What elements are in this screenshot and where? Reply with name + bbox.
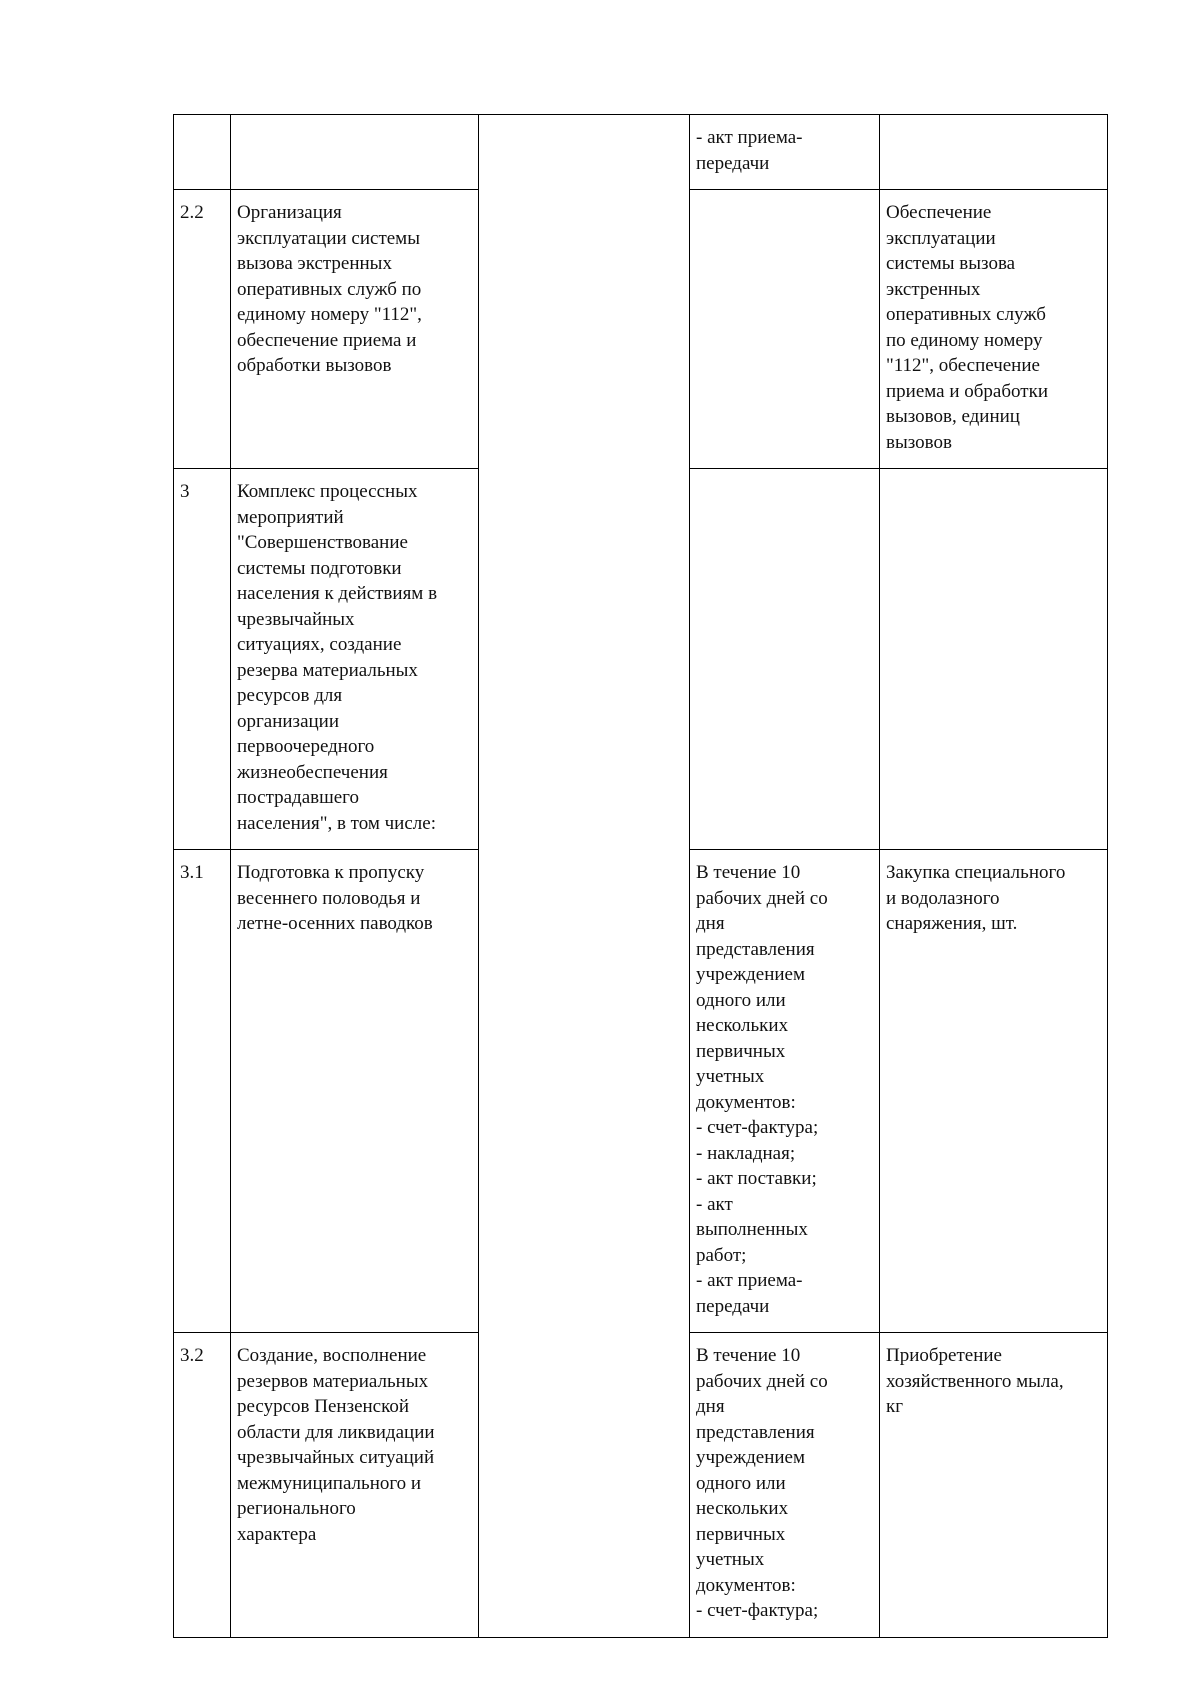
activity-name-cell: Создание, восполнение резервов материальных ресурсов Пензенской области для ликвидации чрезвычайных ситуаций межмуниципального и регионального характера: [231, 1333, 479, 1638]
row-number-cell: 3.2: [174, 1333, 231, 1638]
term-cell: [690, 190, 880, 469]
result-cell: [880, 115, 1108, 190]
result-cell: Закупка специального и водолазного снаряжения, шт.: [880, 850, 1108, 1333]
activity-name-cell: [231, 115, 479, 190]
activity-name-cell: Комплекс процессных мероприятий "Совершенствование системы подготовки населения к действиям в чрезвычайных ситуациях, создание резерва материальных ресурсов для организации первоочередного жизнеобеспечения пострадавшего населения", в том числе:: [231, 469, 479, 850]
activity-name-cell: Организация эксплуатации системы вызова экстренных оперативных служб по единому номеру "112", обеспечение приема и обработки вызовов: [231, 190, 479, 469]
table-row: [174, 115, 1108, 190]
row-number-cell: [174, 115, 231, 190]
term-cell: В течение 10 рабочих дней со дня представления учреждением одного или нескольких первичных учетных документов: - счет-фактура; - накладная; - акт поставки; - акт выполненных работ; - акт приема- передачи: [690, 850, 880, 1333]
term-cell: [690, 469, 880, 850]
row-number-cell: 3.1: [174, 850, 231, 1333]
result-cell: [880, 469, 1108, 850]
merged-empty-cell: [479, 115, 690, 1638]
row-number-cell: 2.2: [174, 190, 231, 469]
term-cell: В течение 10 рабочих дней со дня представления учреждением одного или нескольких первичных учетных документов: - счет-фактура;: [690, 1333, 880, 1638]
term-cell: - акт приема- передачи: [690, 115, 880, 190]
row-number-cell: 3: [174, 469, 231, 850]
result-cell: Приобретение хозяйственного мыла, кг: [880, 1333, 1108, 1638]
activities-table: [173, 114, 1108, 1638]
activity-name-cell: Подготовка к пропуску весеннего половодья и летне-осенних паводков: [231, 850, 479, 1333]
result-cell: Обеспечение эксплуатации системы вызова экстренных оперативных служб по единому номеру "112", обеспечение приема и обработки вызовов, единиц вызовов: [880, 190, 1108, 469]
